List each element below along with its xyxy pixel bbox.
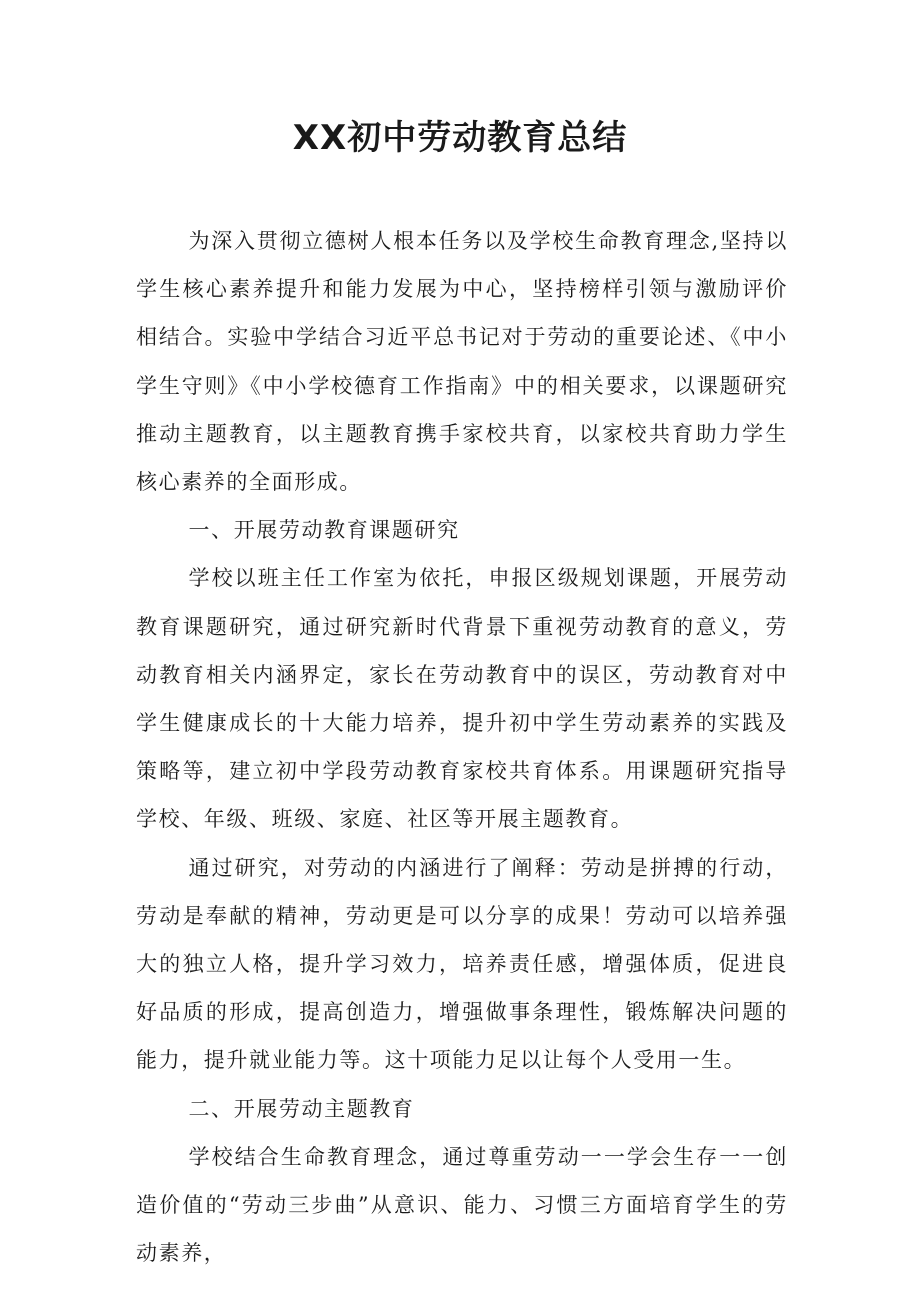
section-heading-2: 二、开展劳动主题教育 <box>188 1096 415 1121</box>
paragraph-theme-education: 学校结合生命教育理念，通过尊重劳动一一学会生存一一创造价值的“劳动三步曲”从意识、能力、习惯三方面培育学生的劳动素养， <box>136 1144 788 1266</box>
document-body <box>136 217 788 1277</box>
document-title: XX初中劳动教育总结 <box>292 118 628 158</box>
paragraph-labor-meaning: 通过研究，对劳动的内涵进行了阐释：劳动是拼搏的行动，劳动是奉献的精神，劳动更是可以分享的成果！劳动可以培养强大的独立人格，提升学习效力，培养责任感，增强体质，促进良好品质的形成，提高创造力，增强做事条理性，锻炼解决问题的能力，提升就业能力等。这十项能力足以让每个人受用一生。 <box>136 855 788 1073</box>
section-heading-1: 一、开展劳动教育课题研究 <box>188 518 460 543</box>
paragraph-research: 学校以班主任工作室为依托，申报区级规划课题，开展劳动教育课题研究，通过研究新时代背景下重视劳动教育的意义，劳动教育相关内涵界定，家长在劳动教育中的误区，劳动教育对中学生健康成长的十大能力培养，提升初中学生劳动素养的实践及策略等，建立初中学段劳动教育家校共育体系。用课题研究指导学校、年级、班级、家庭、社区等开展主题教育。 <box>136 566 788 832</box>
paragraph-intro: 为深入贯彻立德树人根本任务以及学校生命教育理念,坚持以学生核心素养提升和能力发展为中心，坚持榜样引领与激励评价相结合。实验中学结合习近平总书记对于劳动的重要论述、《中小学生守则》《中小学校德育工作指南》中的相关要求，以课题研究推动主题教育，以主题教育携手家校共育，以家校共育助力学生核心素养的全面形成。 <box>136 229 788 495</box>
